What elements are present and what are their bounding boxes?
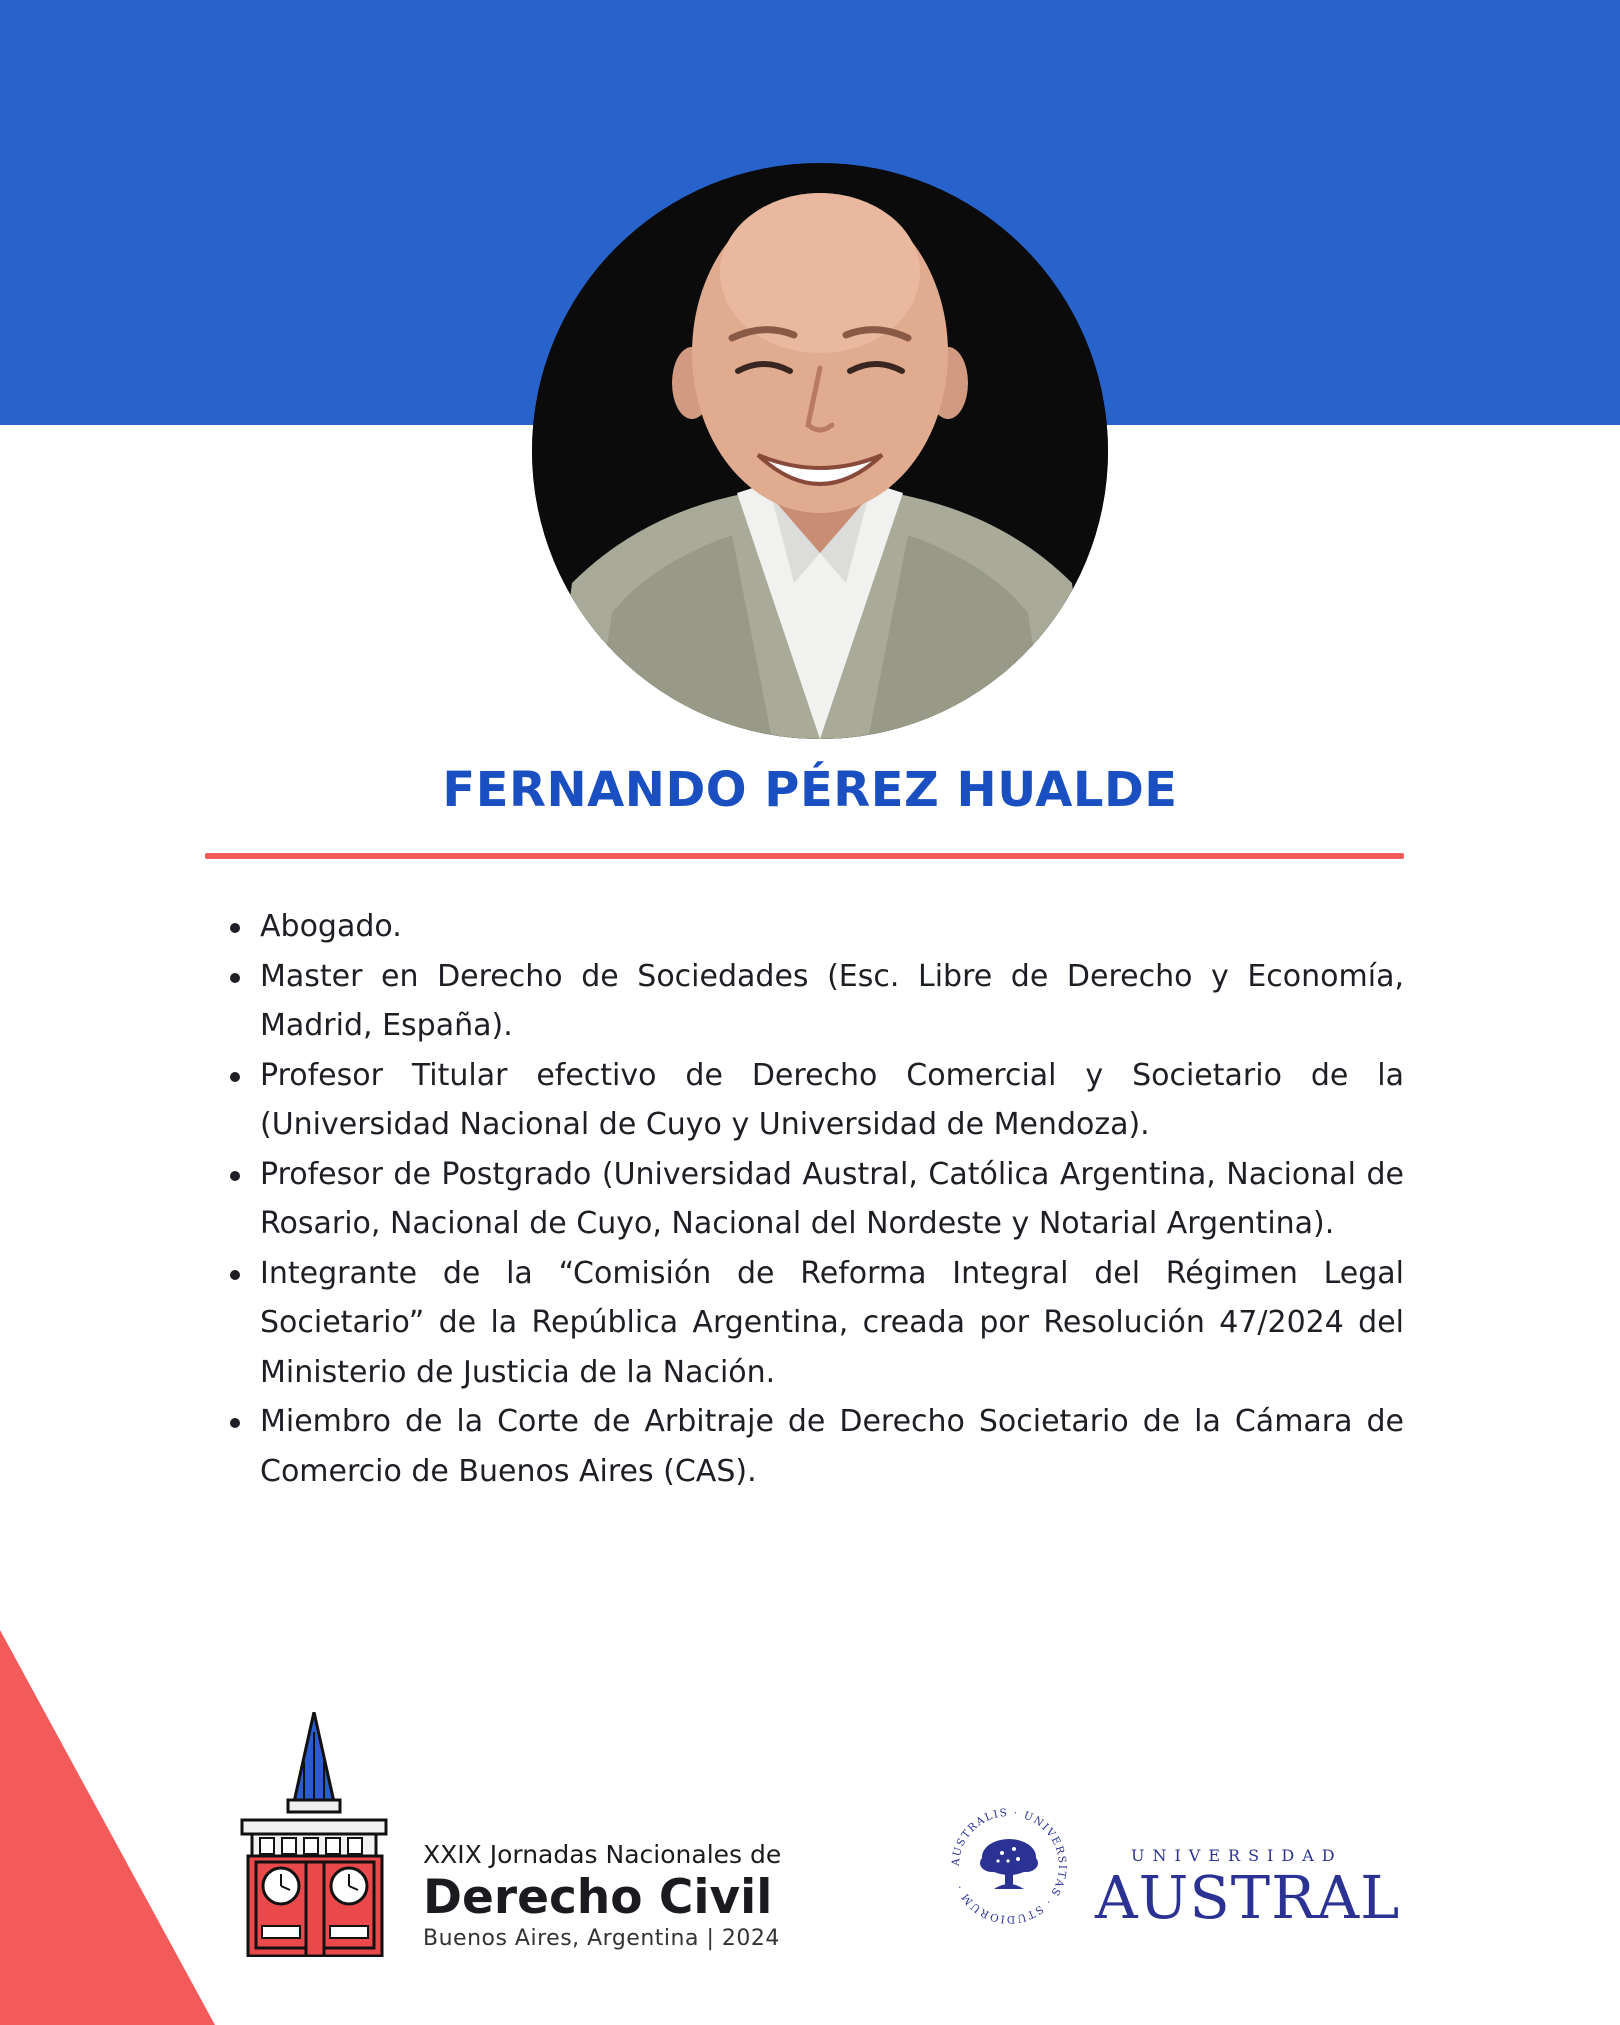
clock-tower-icon [238, 1712, 438, 1957]
name-divider [205, 853, 1404, 859]
event-line-1: XXIX Jornadas Nacionales de [423, 1840, 782, 1869]
bio-list [222, 902, 1404, 1496]
event-line-3: Buenos Aires, Argentina | 2024 [423, 1926, 780, 1951]
speaker-name: FERNANDO PÉREZ HUALDE [442, 762, 1178, 818]
bio-item: Integrante de la “Comisión de Reforma Integral del Régimen Legal Societario” de la República Argentina, creada por Resolución 47/2024 del Ministerio de Justicia de la Nación. [222, 1249, 1404, 1398]
bio-item: Miembro de la Corte de Arbitraje de Derecho Societario de la Cámara de Comercio de Buenos Aires (CAS). [222, 1397, 1404, 1496]
event-line-2: Derecho Civil [423, 1870, 773, 1925]
bio-item: Profesor Titular efectivo de Derecho Comercial y Societario de la (Universidad Nacional de Cuyo y Universidad de Mendoza). [222, 1051, 1404, 1150]
speaker-photo [532, 163, 1108, 739]
university-label-big: AUSTRAL [1095, 1863, 1401, 1932]
university-wordmark [1095, 1845, 1401, 1932]
bio-item: Master en Derecho de Sociedades (Esc. Libre de Derecho y Economía, Madrid, España). [222, 952, 1404, 1051]
university-label-small: UNIVERSIDAD [1131, 1846, 1343, 1865]
event-title [423, 1840, 781, 1952]
seal-text: AUSTRALIS · UNIVERSITAS · STUDIORUM · [949, 1806, 1069, 1926]
corner-red-triangle [0, 1630, 215, 2025]
bio-item: Abogado. [222, 902, 1404, 952]
university-seal-icon [946, 1803, 1072, 1929]
bio-item: Profesor de Postgrado (Universidad Austral, Católica Argentina, Nacional de Rosario, Nacional de Cuyo, Nacional del Nordeste y Notarial Argentina). [222, 1150, 1404, 1249]
